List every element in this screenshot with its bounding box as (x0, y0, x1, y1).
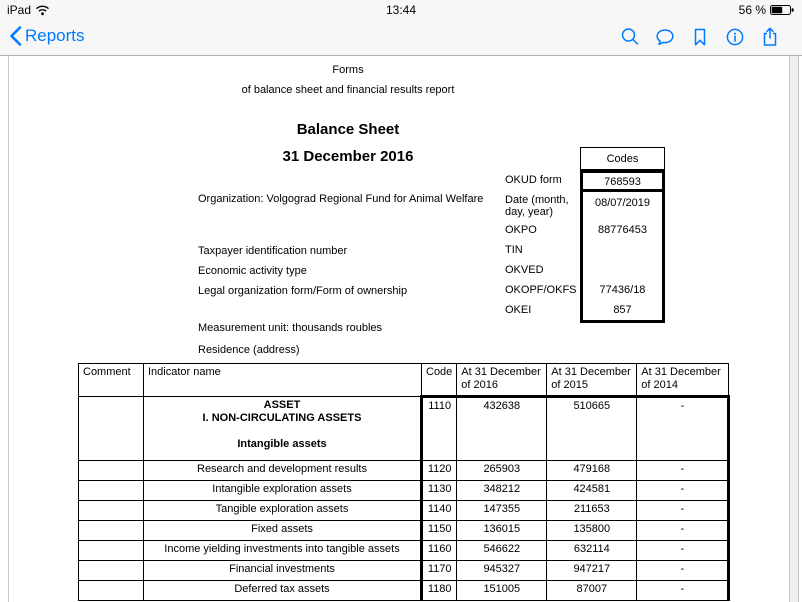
code-label-date: Date (month, day, year) (505, 194, 569, 218)
code-value-okud: 768593 (583, 173, 662, 192)
codes-header-box (580, 147, 665, 170)
cell-2015: 510665 (547, 397, 637, 461)
cell-comment (79, 397, 144, 461)
cell-indicator: Research and development results (144, 461, 422, 481)
page-edge (8, 56, 9, 602)
back-button[interactable] (9, 25, 85, 47)
code-value-okopf: 77436/18 (599, 284, 646, 296)
info-icon[interactable] (724, 26, 746, 48)
table-row (79, 481, 729, 501)
cell-2016: 432638 (457, 397, 547, 461)
cell-comment (79, 521, 144, 541)
residence-line: Residence (address) (198, 344, 300, 356)
cell-2015: 87007 (547, 581, 637, 601)
nav-bar (0, 20, 802, 56)
cell-indicator: Deferred tax assets (144, 581, 422, 601)
table-header-row (79, 364, 729, 397)
status-bar (0, 0, 802, 20)
table-row (79, 581, 729, 601)
cell-2014: - (637, 521, 729, 541)
cell-2015: 947217 (547, 561, 637, 581)
table-row (79, 521, 729, 541)
cell-code: 1170 (422, 561, 457, 581)
cell-2015: 632114 (547, 541, 637, 561)
comment-icon[interactable] (654, 26, 676, 48)
legal-form-line: Legal organization form/Form of ownership (198, 285, 408, 297)
cell-indicator: Intangible exploration assets (144, 481, 422, 501)
share-icon[interactable] (759, 26, 781, 48)
cell-comment (79, 501, 144, 521)
cell-code: 1140 (422, 501, 457, 521)
cell-2014: - (637, 461, 729, 481)
cell-2016: 348212 (457, 481, 547, 501)
back-chevron-icon (9, 25, 22, 47)
doc-subtitle-line2: of balance sheet and financial results report (241, 84, 455, 96)
code-label-okpo: OKPO (505, 224, 537, 236)
cell-indicator: Income yielding investments into tangible assets (144, 541, 422, 561)
cell-2016: 265903 (457, 461, 547, 481)
cell-2016: 945327 (457, 561, 547, 581)
doc-subtitle-line1: Forms (332, 64, 364, 76)
table-row (79, 541, 729, 561)
cell-2014: - (637, 541, 729, 561)
scrollbar[interactable] (789, 56, 799, 602)
bookmark-icon[interactable] (689, 26, 711, 48)
code-value-okpo: 88776453 (598, 224, 647, 236)
cell-comment (79, 561, 144, 581)
section-title-line1: ASSET (263, 399, 301, 411)
section-subtitle: Intangible assets (237, 438, 327, 450)
code-label-okopf: OKOPF/OKFS (505, 284, 577, 296)
cell-2014: - (637, 481, 729, 501)
nav-icons (619, 26, 781, 48)
doc-date: 31 December 2016 (282, 148, 414, 165)
device-label: iPad (7, 3, 32, 17)
section-title-line2: I. NON-CIRCULATING ASSETS (202, 412, 362, 424)
activity-line: Economic activity type (198, 265, 307, 277)
cell-2014: - (637, 581, 729, 601)
header-2016: At 31 December of 2016 (457, 364, 547, 397)
table-row (79, 501, 729, 521)
org-line: Organization: Volgograd Regional Fund for Animal Welfare (198, 193, 484, 205)
cell-2016: 151005 (457, 581, 547, 601)
cell-2016: 136015 (457, 521, 547, 541)
search-icon[interactable] (619, 26, 641, 48)
cell-section-title (144, 397, 422, 461)
header-2014: At 31 December of 2014 (637, 364, 729, 397)
code-value-okei: 857 (613, 304, 632, 316)
cell-2014: - (637, 397, 729, 461)
header-2015: At 31 December of 2015 (547, 364, 637, 397)
cell-comment (79, 581, 144, 601)
back-label: Reports (25, 26, 85, 45)
measurement-line: Measurement unit: thousands roubles (198, 322, 383, 334)
cell-2015: 479168 (547, 461, 637, 481)
taxpayer-line: Taxpayer identification number (198, 245, 348, 257)
header-indicator-name: Indicator name (144, 364, 422, 397)
cell-code: 1150 (422, 521, 457, 541)
cell-code: 1160 (422, 541, 457, 561)
cell-2015: 135800 (547, 521, 637, 541)
cell-2014: - (637, 561, 729, 581)
status-time: 13:44 (385, 3, 417, 17)
doc-title: Balance Sheet (296, 121, 400, 138)
code-label-tin: TIN (505, 244, 523, 256)
cell-code: 1120 (422, 461, 457, 481)
table-row-section (79, 397, 729, 461)
battery-percent: 56 % (738, 3, 766, 17)
codes-header-label: Codes (606, 152, 639, 165)
balance-table (78, 363, 730, 601)
codes-value-box (580, 170, 665, 323)
cell-indicator: Fixed assets (144, 521, 422, 541)
table-row (79, 461, 729, 481)
cell-2015: 424581 (547, 481, 637, 501)
cell-comment (79, 461, 144, 481)
cell-2014: - (637, 501, 729, 521)
cell-comment (79, 481, 144, 501)
cell-code: 1130 (422, 481, 457, 501)
cell-2015: 211653 (547, 501, 637, 521)
cell-2016: 147355 (457, 501, 547, 521)
cell-comment (79, 541, 144, 561)
table-row (79, 561, 729, 581)
code-label-okved: OKVED (505, 264, 544, 276)
cell-2016: 546622 (457, 541, 547, 561)
code-value-date: 08/07/2019 (594, 197, 651, 209)
header-comment: Comment (79, 364, 144, 397)
cell-code: 1180 (422, 581, 457, 601)
cell-indicator: Tangible exploration assets (144, 501, 422, 521)
cell-code: 1110 (422, 397, 457, 461)
code-label-okei: OKEI (505, 304, 532, 316)
header-code: Code (422, 364, 457, 397)
cell-indicator: Financial investments (144, 561, 422, 581)
code-label-okud: OKUD form (505, 174, 562, 186)
